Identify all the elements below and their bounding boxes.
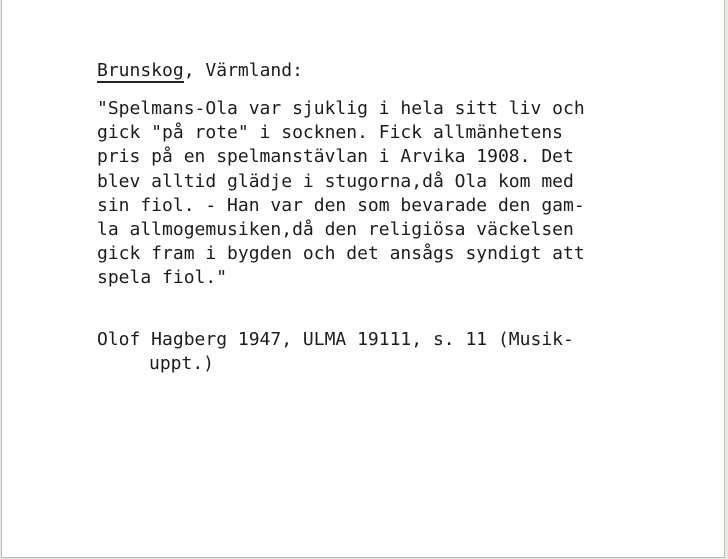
quote-line: sin fiol. - Han var den som bevarade den gam- (97, 194, 585, 216)
source-line-1: Olof Hagberg 1947, ULMA 19111, s. 11 (Musik- (97, 329, 574, 350)
quote-line: gick "på rote" i socknen. Fick allmänhetens (97, 122, 563, 144)
quote-text (97, 97, 585, 291)
quote-line: gick fram i bygden och det ansågs syndigt att (97, 243, 585, 265)
quote-line: "Spelmans-Ola var sjuklig i hela sitt liv och (97, 98, 585, 119)
heading-region: Värmland: (205, 60, 303, 81)
heading-place: Brunskog (97, 60, 184, 81)
quote-line: blev alltid glädje i stugorna,då Ola kom med (97, 170, 574, 192)
archive-card (1, 0, 725, 558)
quote-line: spela fiol." (97, 267, 228, 289)
source-citation (97, 328, 574, 376)
quote-line: la allmogemusiken,då den religiösa väckelsen (97, 219, 574, 241)
quote-line: pris på en spelmanstävlan i Arvika 1908. Det (97, 146, 574, 168)
card-heading (97, 60, 303, 81)
heading-separator: , (183, 60, 206, 81)
source-line-2: uppt.) (149, 353, 215, 374)
